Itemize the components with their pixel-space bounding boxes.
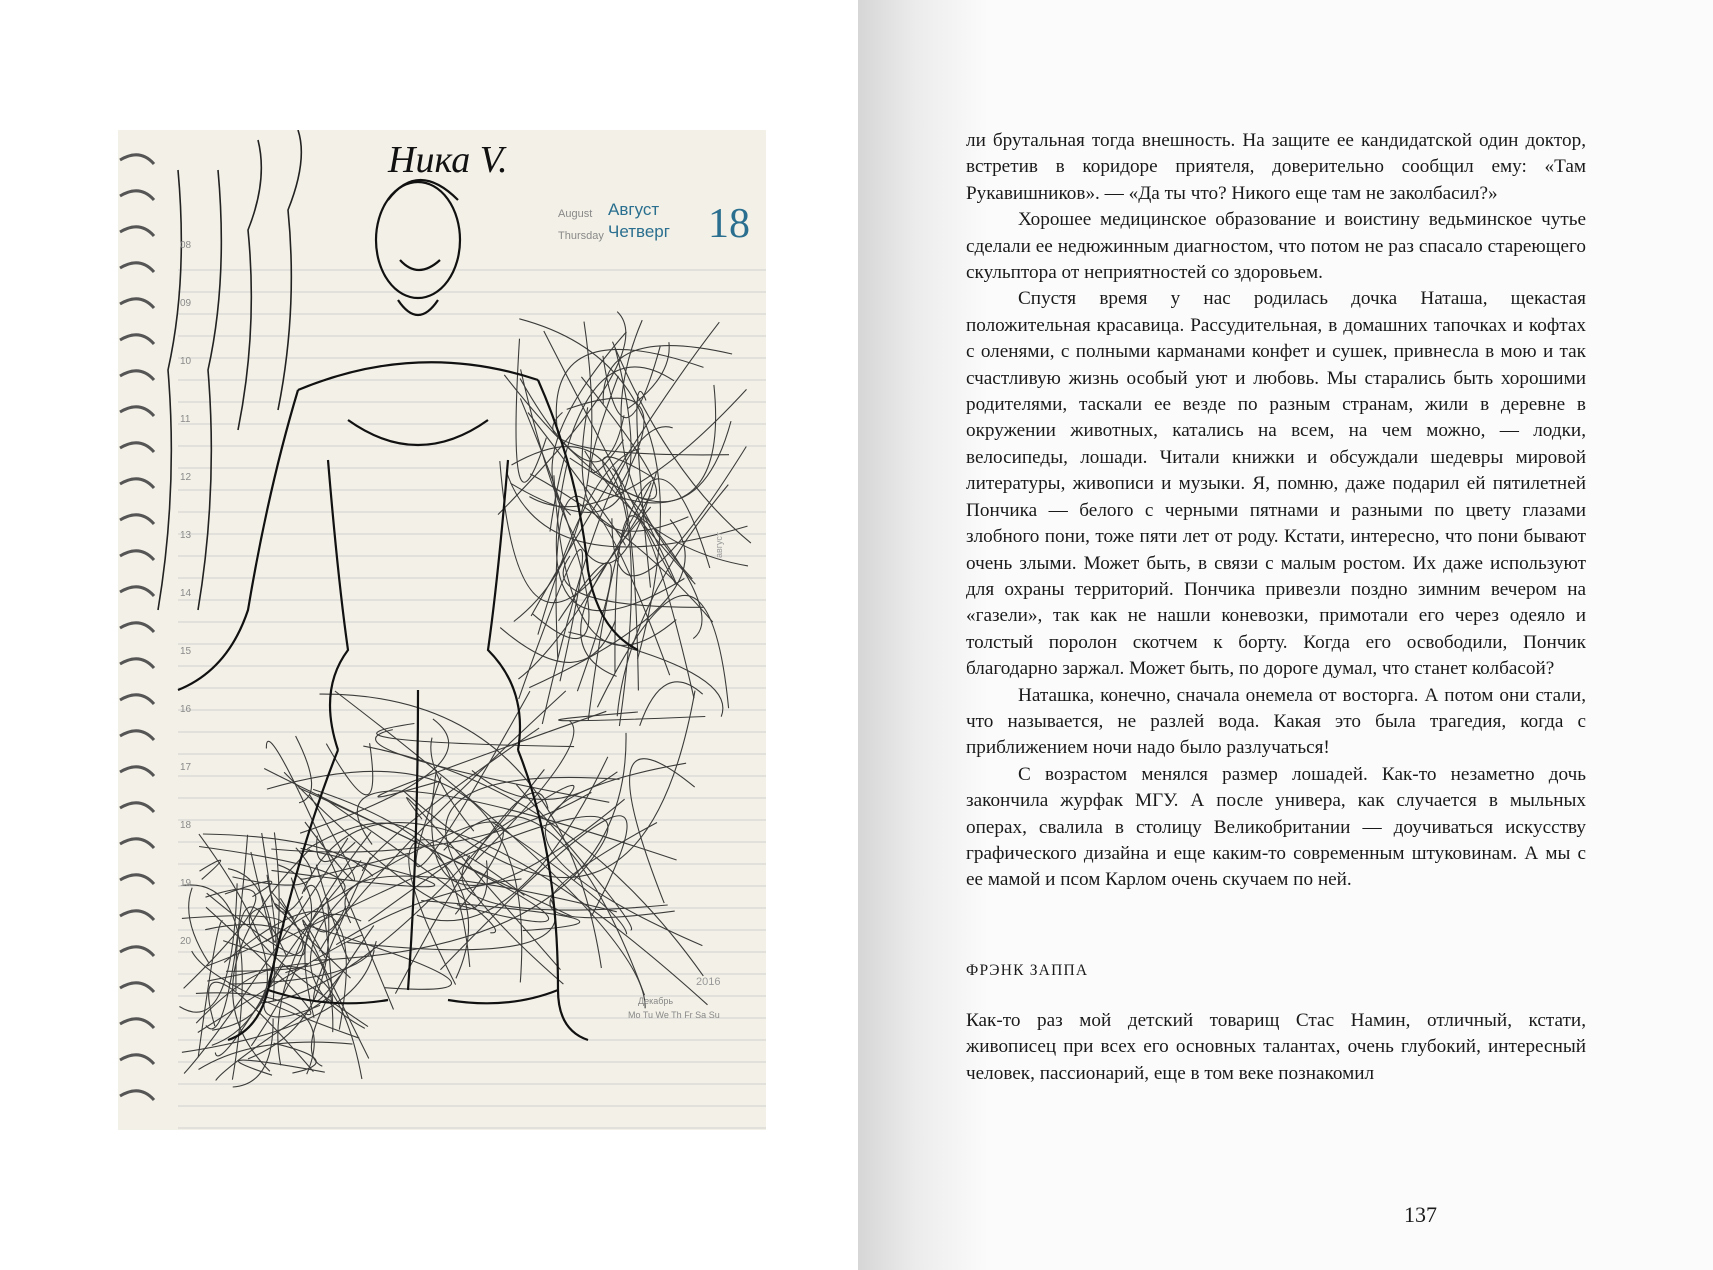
scribble-stroke — [516, 339, 546, 483]
diary-year: 2016 — [696, 976, 721, 988]
hour-label: 10 — [180, 356, 192, 367]
spiral-ring — [120, 155, 154, 164]
spiral-ring — [120, 731, 154, 740]
hour-label: 17 — [180, 762, 192, 773]
hour-label: 11 — [180, 414, 191, 425]
scribble-stroke — [500, 461, 651, 603]
scribble-stroke — [629, 497, 702, 639]
hour-label: 09 — [180, 298, 192, 309]
spiral-ring — [120, 479, 154, 488]
diary-month-ru: Август — [608, 200, 660, 219]
hour-label: 20 — [180, 936, 192, 947]
paragraph: Наташка, конечно, сначала онемела от восторга. А потом они стали, что называется, не разлей вода. Какая это была трагедия, когда с приближением ночи надо было разлучаться! — [966, 684, 1586, 759]
spiral-ring — [120, 551, 154, 560]
spiral-ring — [120, 803, 154, 812]
diary-day-number: 18 — [708, 201, 750, 247]
hour-label: 19 — [180, 878, 192, 889]
scribble-stroke — [274, 1043, 317, 1073]
spiral-ring — [120, 191, 154, 200]
spiral-ring — [120, 299, 154, 308]
spiral-ring — [120, 587, 154, 596]
spiral-ring — [120, 407, 154, 416]
spiral-ring — [120, 767, 154, 776]
spiral-ring — [120, 443, 154, 452]
spiral-ring — [120, 335, 154, 344]
scribble-stroke — [556, 496, 670, 675]
scribble-stroke — [345, 876, 617, 923]
spiral-ring — [120, 371, 154, 380]
hour-label: 13 — [180, 530, 192, 541]
paragraph: Хорошее медицинское образование и воистину ведьминское чутье сделали ее недюжинным диагностом, что потом не раз спасало стареющего скульптора от неприятностей со здоровьем. — [966, 209, 1586, 284]
spiral-ring — [120, 947, 154, 956]
spiral-ring — [120, 515, 154, 524]
mini-calendar-weekdays: Mo Tu We Th Fr Sa Su — [628, 1010, 720, 1020]
sketch-title-scribble: Ника V. — [388, 139, 508, 181]
diary-side-month: август — [714, 531, 725, 559]
mini-calendar-month: Декабрь — [638, 996, 674, 1006]
spiral-ring — [120, 227, 154, 236]
hour-label: 08 — [180, 240, 192, 251]
hour-label: 18 — [180, 820, 192, 831]
spiral-ring — [120, 695, 154, 704]
hour-label: 14 — [180, 588, 192, 599]
scribble-stroke — [326, 743, 372, 795]
scribble-stroke — [603, 346, 660, 417]
spiral-ring — [120, 983, 154, 992]
scribble-stroke — [531, 322, 719, 616]
hour-label: 16 — [180, 704, 192, 715]
paragraph: ли брутальная тогда внешность. На защите ее кандидатской один доктор, встретив в коридоре приятеля, доверительно сообщил ему: «Там Рукавишников». — «Да ты что? Никого еще там не заколбасил?» — [966, 130, 1586, 204]
spiral-ring — [120, 659, 154, 668]
diary-hour-column — [180, 130, 210, 1130]
spiral-ring — [120, 1019, 154, 1028]
section-heading: ФРЭНК ЗАППА — [966, 962, 1089, 979]
paragraph: Спустя время у нас родилась дочка Наташа, щекастая положительная красавица. Рассудительная, в домашних тапочках и кофтах с оленями, с полными карманами конфет и сушек, привнесла в мою и так счастливую жизнь особый уют и любовь. Мы старались быть хорошими родителями, таскали ее везде по разным странам, жили в деревне в окружении животных, катались на всем, на чем можно, — лодки, велосипеды, лошади. Читали книжки и обсуждали шедевры мировой литературы, живописи и музыки. Я, помню, даже подарил ей пятилетней Пончика — белого с черными пятнами и разными по цвету глазами злобного пони, тоже пяти лет от роду. Кстати, интересно, что пони бывают очень злыми. Может быть, в связи с малым ростом. Их даже используют для охраны территорий. Пончика привезли поздно зимним вечером на «газели», так как не нашли коневозки, примотали его через одеяло и толстый поролон скотчем к борту. Когда его освободили, Пончик благодарно заржал. Может быть, по дороге думал, что станет колбасой? — [966, 288, 1586, 680]
spiral-ring — [120, 1091, 154, 1100]
scribble-stroke — [630, 759, 695, 903]
spiral-ring — [120, 1055, 154, 1064]
body-text — [966, 128, 1586, 894]
spiral-ring — [120, 875, 154, 884]
scribble-stroke — [203, 834, 373, 876]
scribble-stroke — [199, 1042, 353, 1069]
scribble-stroke — [248, 898, 329, 1059]
figure-outline — [178, 180, 638, 1040]
scribble-stroke — [545, 763, 702, 945]
hour-label: 12 — [180, 472, 192, 483]
scribble-stroke — [559, 712, 706, 721]
scribble-stroke — [520, 379, 624, 462]
sketch-drawing — [118, 130, 766, 1130]
scribble-stroke — [446, 777, 620, 984]
page-number: 137 — [1404, 1202, 1437, 1227]
diary-weekday-ru: Четверг — [608, 222, 670, 241]
paragraph: Как-то раз мой детский товарищ Стас Намин, отличный, кстати, живописец при всех его основных талантах, очень глубокий, интересный человек, пассионарий, еще в том веке познакомил — [966, 1010, 1586, 1084]
scribble-stroke — [568, 632, 723, 717]
diary-date-header — [558, 178, 758, 248]
scribble-stroke — [303, 924, 451, 989]
scribble-stroke — [613, 342, 751, 543]
section-body-text — [966, 1008, 1586, 1087]
hour-label: 15 — [180, 646, 192, 657]
diary-month-en: August — [558, 208, 593, 220]
diary-sketch-illustration — [118, 130, 766, 1130]
spiral-ring — [120, 623, 154, 632]
spiral-ring — [120, 911, 154, 920]
scribble-stroke — [597, 595, 728, 708]
scribble-stroke — [512, 447, 632, 726]
spiral-ring — [120, 263, 154, 272]
scribble-stroke — [318, 794, 496, 933]
scribble-stroke — [336, 879, 521, 945]
spiral-ring — [120, 839, 154, 848]
diary-weekday-en: Thursday — [558, 230, 604, 242]
scribble-stroke — [519, 549, 583, 699]
paragraph: С возрастом менялся размер лошадей. Как-то незаметно дочь закончила журфак МГУ. А после универа, как случается в мыльных операх, свалила в столицу Великобритании — доучиваться искусству графического дизайна и еще каким-то современным штуковинам. А мы с ее мамой и псом Карлом очень скучаем по ней. — [966, 763, 1586, 891]
